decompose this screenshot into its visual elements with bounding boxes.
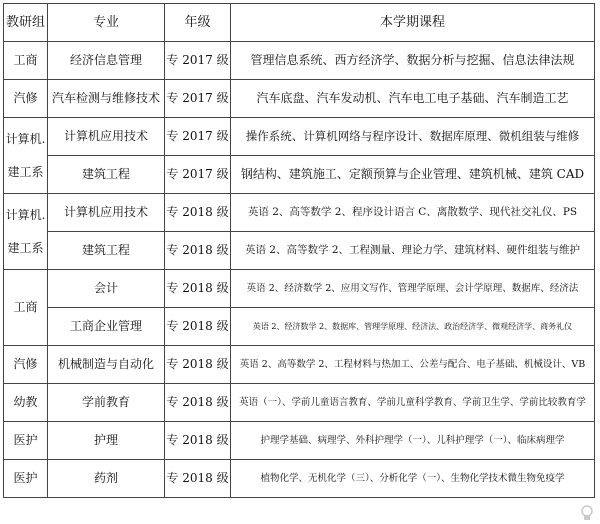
major-cell: 经济信息管理 — [48, 42, 165, 80]
major-cell: 工商企业管理 — [48, 308, 165, 346]
grade-cell: 专 2018 级 — [165, 346, 231, 384]
courses-cell: 植物化学、无机化学（三）、分析化学（一）、生物化学技术微生物免疫学 — [231, 460, 595, 498]
header-row — [4, 4, 595, 42]
major-cell: 护理 — [48, 422, 165, 460]
table-row — [4, 270, 595, 308]
major-cell: 建筑工程 — [48, 232, 165, 270]
grade-cell: 专 2018 级 — [165, 384, 231, 422]
table-row — [4, 460, 595, 498]
courses-cell: 英语 2、高等数学 2、工程材料与热加工、公差与配合、电子基础、机械设计、VB — [231, 346, 595, 384]
dept-cell: 汽修 — [4, 346, 48, 384]
dept-line: 建工系 — [7, 240, 44, 255]
dept-line: 计算机. — [5, 132, 46, 147]
grade-cell: 专 2018 级 — [165, 308, 231, 346]
dept-cell — [4, 194, 48, 270]
logo-watermark-icon — [580, 505, 594, 521]
table-row — [4, 194, 595, 232]
table-row — [4, 346, 595, 384]
dept-cell: 幼教 — [4, 384, 48, 422]
table-row — [4, 80, 595, 118]
table-row — [4, 384, 595, 422]
grade-cell: 专 2017 级 — [165, 42, 231, 80]
header-grade: 年级 — [165, 4, 231, 42]
header-major: 专业 — [48, 4, 165, 42]
table-row — [4, 422, 595, 460]
major-cell: 会计 — [48, 270, 165, 308]
table-row — [4, 118, 595, 156]
major-cell: 建筑工程 — [48, 156, 165, 194]
grade-cell: 专 2018 级 — [165, 270, 231, 308]
table-row — [4, 232, 595, 270]
table-row — [4, 156, 595, 194]
courses-cell: 护理学基础、病理学、外科护理学（一）、儿科护理学（一）、临床病理学 — [231, 422, 595, 460]
header-courses: 本学期课程 — [231, 4, 595, 42]
courses-cell: 英语 2、高等数学 2、工程测量、理论力学、建筑材料、硬件组装与维护 — [231, 232, 595, 270]
courses-cell: 管理信息系统、西方经济学、数据分析与挖掘、信息法律法规 — [231, 42, 595, 80]
dept-cell: 汽修 — [4, 80, 48, 118]
dept-cell: 医护 — [4, 460, 48, 498]
course-table — [3, 3, 595, 498]
dept-line: 建工系 — [7, 164, 44, 179]
dept-line: 计算机. — [5, 208, 46, 223]
courses-cell: 英语 2、经济数学 2、应用文写作、管理学原理、会计学原理、数据库、经济法 — [231, 270, 595, 308]
grade-cell: 专 2017 级 — [165, 118, 231, 156]
courses-cell: 英语 2、高等数学 2、程序设计语言 C、离散数学、现代社交礼仪、PS — [231, 194, 595, 232]
courses-cell: 钢结构、建筑施工、定额预算与企业管理、建筑机械、建筑 CAD — [231, 156, 595, 194]
courses-cell: 操作系统、计算机网络与程序设计、数据库原理、微机组装与维修 — [231, 118, 595, 156]
dept-cell: 工商 — [4, 42, 48, 80]
grade-cell: 专 2018 级 — [165, 422, 231, 460]
major-cell: 计算机应用技术 — [48, 118, 165, 156]
table-row — [4, 42, 595, 80]
grade-cell: 专 2018 级 — [165, 460, 231, 498]
major-cell: 药剂 — [48, 460, 165, 498]
major-cell: 学前教育 — [48, 384, 165, 422]
grade-cell: 专 2017 级 — [165, 156, 231, 194]
dept-cell — [4, 118, 48, 194]
grade-cell: 专 2018 级 — [165, 232, 231, 270]
major-cell: 计算机应用技术 — [48, 194, 165, 232]
table-row — [4, 308, 595, 346]
grade-cell: 专 2018 级 — [165, 194, 231, 232]
major-cell: 汽车检测与维修技术 — [48, 80, 165, 118]
courses-cell: 英语（一）、学前儿童语言教育、学前儿童科学教育、学前卫生学、学前比较教育学 — [231, 384, 595, 422]
dept-cell: 工商 — [4, 270, 48, 346]
courses-cell: 英语 2、经济数学 2、数据库、管理学原理、经济法、政治经济学、微观经济学、商务礼仪 — [231, 308, 595, 346]
major-cell: 机械制造与自动化 — [48, 346, 165, 384]
dept-cell: 医护 — [4, 422, 48, 460]
grade-cell: 专 2017 级 — [165, 80, 231, 118]
header-dept: 教研组 — [4, 4, 48, 42]
courses-cell: 汽车底盘、汽车发动机、汽车电工电子基础、汽车制造工艺 — [231, 80, 595, 118]
